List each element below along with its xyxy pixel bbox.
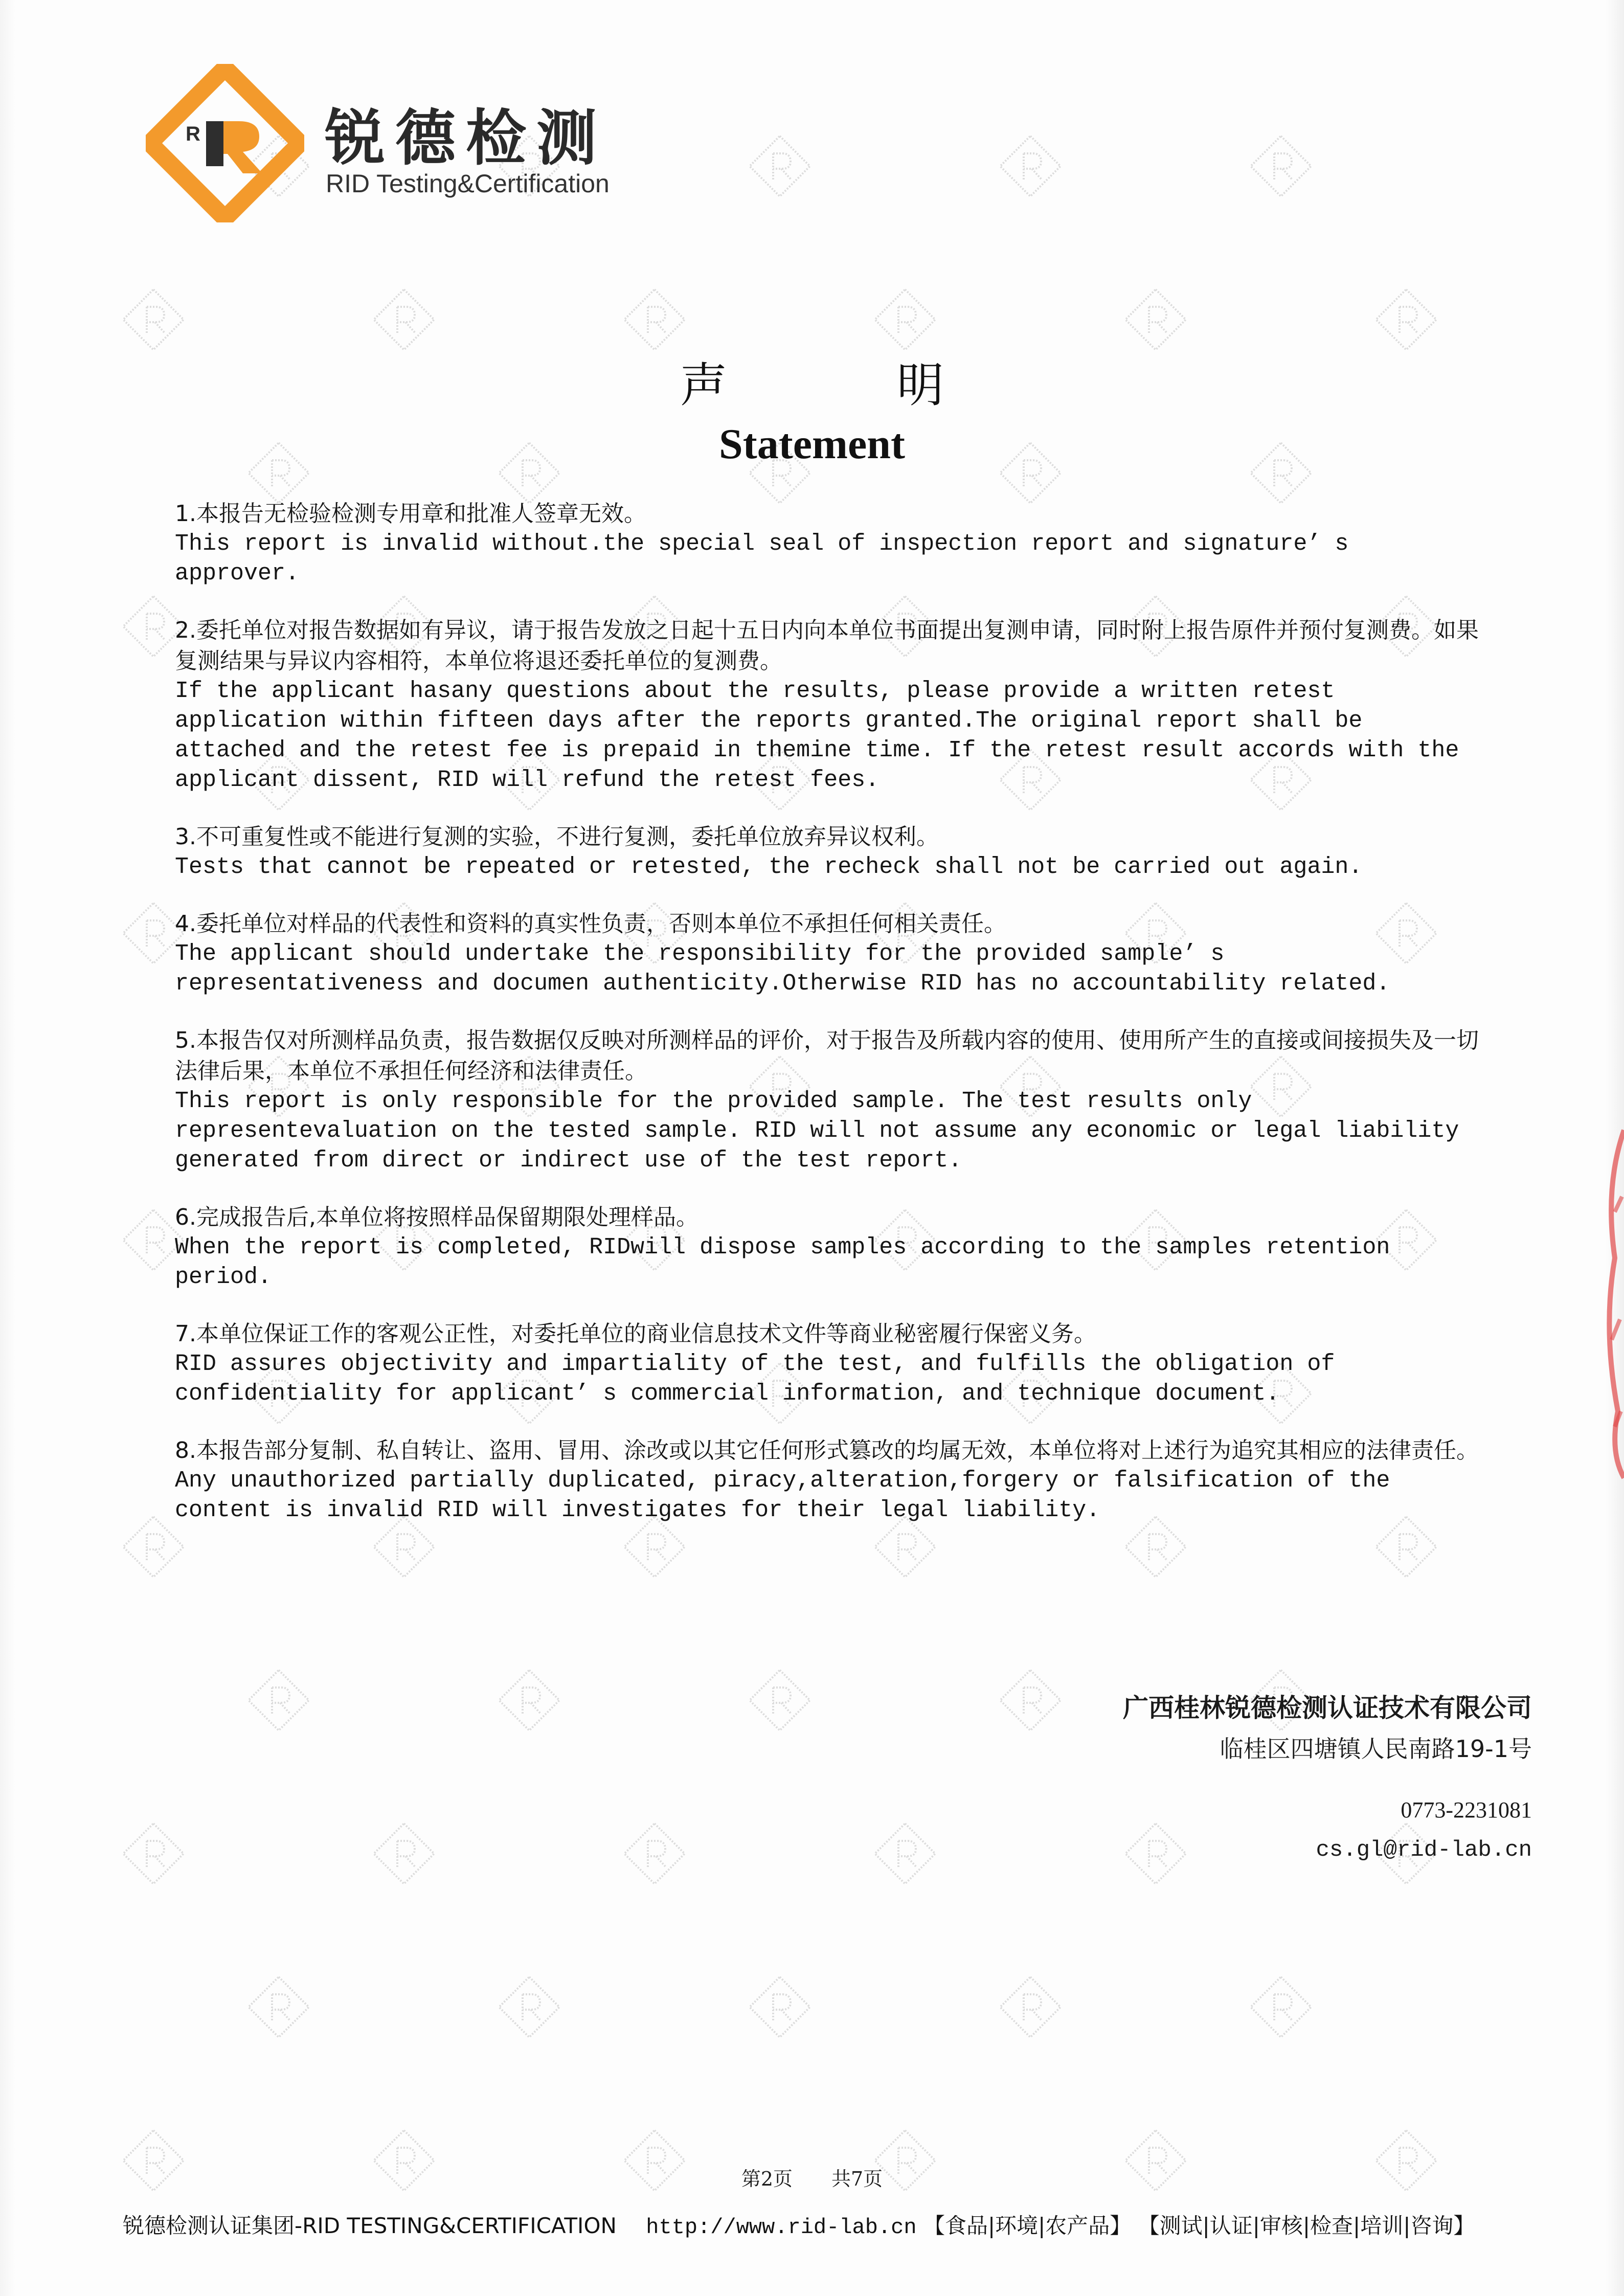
logo-english-name: RID Testing&Certification — [326, 169, 610, 198]
clause-text-en: Tests that cannot be repeated or retested, the recheck shall not be carried out again. — [175, 854, 1363, 880]
clause-text-en: This report is invalid without.the special seal of inspection report and signature’ s approver. — [175, 531, 1349, 587]
clause-text-cn: 1.本报告无检验检测专用章和批准人签章无效。 — [175, 501, 646, 527]
watermark-logo-icon — [621, 286, 688, 353]
company-email: cs.gl@rid-lab.cn — [1316, 1837, 1532, 1863]
seal-stamp-edge-icon — [1599, 1125, 1624, 1483]
company-name: 广西桂林锐德检测认证技术有限公司 — [1123, 1693, 1532, 1723]
clause-text-en: This report is only responsible for the provided sample. The test results only representevaluation on the tested sample. RID will not assume any economic or legal liability generated from direct or indirect use of the test report. — [175, 1088, 1459, 1174]
clause-text-en: If the applicant hasany questions about the results, please provide a written retest application within fifteen days after the reports granted.The original report shall be attached and the retest fee is prepaid in themine time. If the retest result accords with the applicant dissent, RID will refund the retest fees. — [175, 678, 1459, 793]
clause-6 — [175, 1202, 1484, 1292]
clause-1 — [175, 499, 1484, 589]
footer-url: http://www.rid-lab.cn — [646, 2215, 917, 2240]
clause-text-cn: 4.委托单位对样品的代表性和资料的真实性负责，否则本单位不承担任何相关责任。 — [175, 911, 1006, 937]
watermark-logo-icon — [245, 1974, 312, 2040]
watermark-logo-icon — [120, 1820, 187, 1887]
clause-4 — [175, 909, 1484, 999]
clause-3 — [175, 822, 1484, 882]
watermark-logo-icon — [1373, 286, 1439, 353]
logo-chinese-name: 锐德检测 — [325, 103, 607, 173]
company-phone: 0773-2231081 — [1401, 1797, 1532, 1822]
svg-text:R: R — [186, 123, 200, 145]
clause-text-en: The applicant should undertake the responsibility for the provided sample’ s representativeness and documen authenticity.Otherwise RID has no accountability related. — [175, 941, 1390, 997]
company-logo — [146, 64, 657, 228]
company-address: 临桂区四塘镇人民南路19-1号 — [1220, 1735, 1532, 1763]
watermark-logo-icon — [1248, 133, 1314, 199]
clause-8 — [175, 1435, 1484, 1525]
watermark-logo-icon — [371, 1820, 437, 1887]
watermark-logo-icon — [245, 1667, 312, 1734]
clause-2 — [175, 615, 1484, 795]
rid-logo-icon — [146, 64, 304, 222]
page-title-chinese: 声 明 — [680, 358, 1005, 413]
statement-clauses — [175, 499, 1484, 1552]
watermark-logo-icon — [120, 286, 187, 353]
watermark-logo-icon — [997, 1974, 1064, 2040]
watermark-logo-icon — [371, 286, 437, 353]
watermark-logo-icon — [621, 1820, 688, 1887]
watermark-logo-icon — [747, 133, 813, 199]
clause-text-cn: 8.本报告部分复制、私自转让、盗用、冒用、涂改或以其它任何形式篡改的均属无效，本单位将对上述行为追究其相应的法律责任。 — [175, 1437, 1479, 1464]
clause-text-en: When the report is completed, RIDwill dispose samples according to the samples retention period. — [175, 1234, 1390, 1290]
watermark-logo-icon — [997, 133, 1064, 199]
footer-services: 【测试|认证|审核|检查|培训|咨询】 — [1138, 2213, 1475, 2238]
watermark-logo-icon — [496, 1667, 562, 1734]
company-contact-block — [867, 1687, 1532, 1870]
page-number: 第2页 共7页 — [741, 2168, 883, 2190]
watermark-logo-icon — [872, 286, 938, 353]
page-footer — [123, 2209, 1475, 2240]
watermark-logo-icon — [747, 1667, 813, 1734]
footer-sectors: 【食品|环境|农产品】 — [923, 2213, 1132, 2238]
watermark-logo-icon — [1122, 286, 1189, 353]
clause-text-en: Any unauthorized partially duplicated, piracy,alteration,forgery or falsification of the content is invalid RID will investigates for their legal liability. — [175, 1468, 1390, 1523]
clause-text-cn: 5.本报告仅对所测样品负责，报告数据仅反映对所测样品的评价，对于报告及所载内容的使用、使用所产生的直接或间接损失及一切法律后果，本单位不承担任何经济和法律责任。 — [175, 1027, 1479, 1084]
clause-text-cn: 6.完成报告后,本单位将按照样品保留期限处理样品。 — [175, 1204, 698, 1230]
clause-text-en: RID assures objectivity and impartiality of the test, and fulfills the obligation of confidentiality for applicant’ s commercial information, and technique document. — [175, 1351, 1335, 1407]
watermark-logo-icon — [496, 1974, 562, 2040]
page-title-english: Statement — [719, 420, 905, 468]
clause-7 — [175, 1319, 1484, 1409]
footer-group-name: 锐德检测认证集团-RID TESTING&CERTIFICATION — [123, 2213, 617, 2238]
watermark-logo-icon — [1248, 1974, 1314, 2040]
clause-text-cn: 2.委托单位对报告数据如有异议，请于报告发放之日起十五日内向本单位书面提出复测申请，同时附上报告原件并预付复测费。如果复测结果与异议内容相符，本单位将退还委托单位的复测费。 — [175, 617, 1479, 674]
clause-text-cn: 3.不可重复性或不能进行复测的实验，不进行复测，委托单位放弃异议权利。 — [175, 824, 939, 850]
watermark-logo-icon — [747, 1974, 813, 2040]
clause-5 — [175, 1025, 1484, 1176]
clause-text-cn: 7.本单位保证工作的客观公正性，对委托单位的商业信息技术文件等商业秘密履行保密义务。 — [175, 1321, 1096, 1347]
